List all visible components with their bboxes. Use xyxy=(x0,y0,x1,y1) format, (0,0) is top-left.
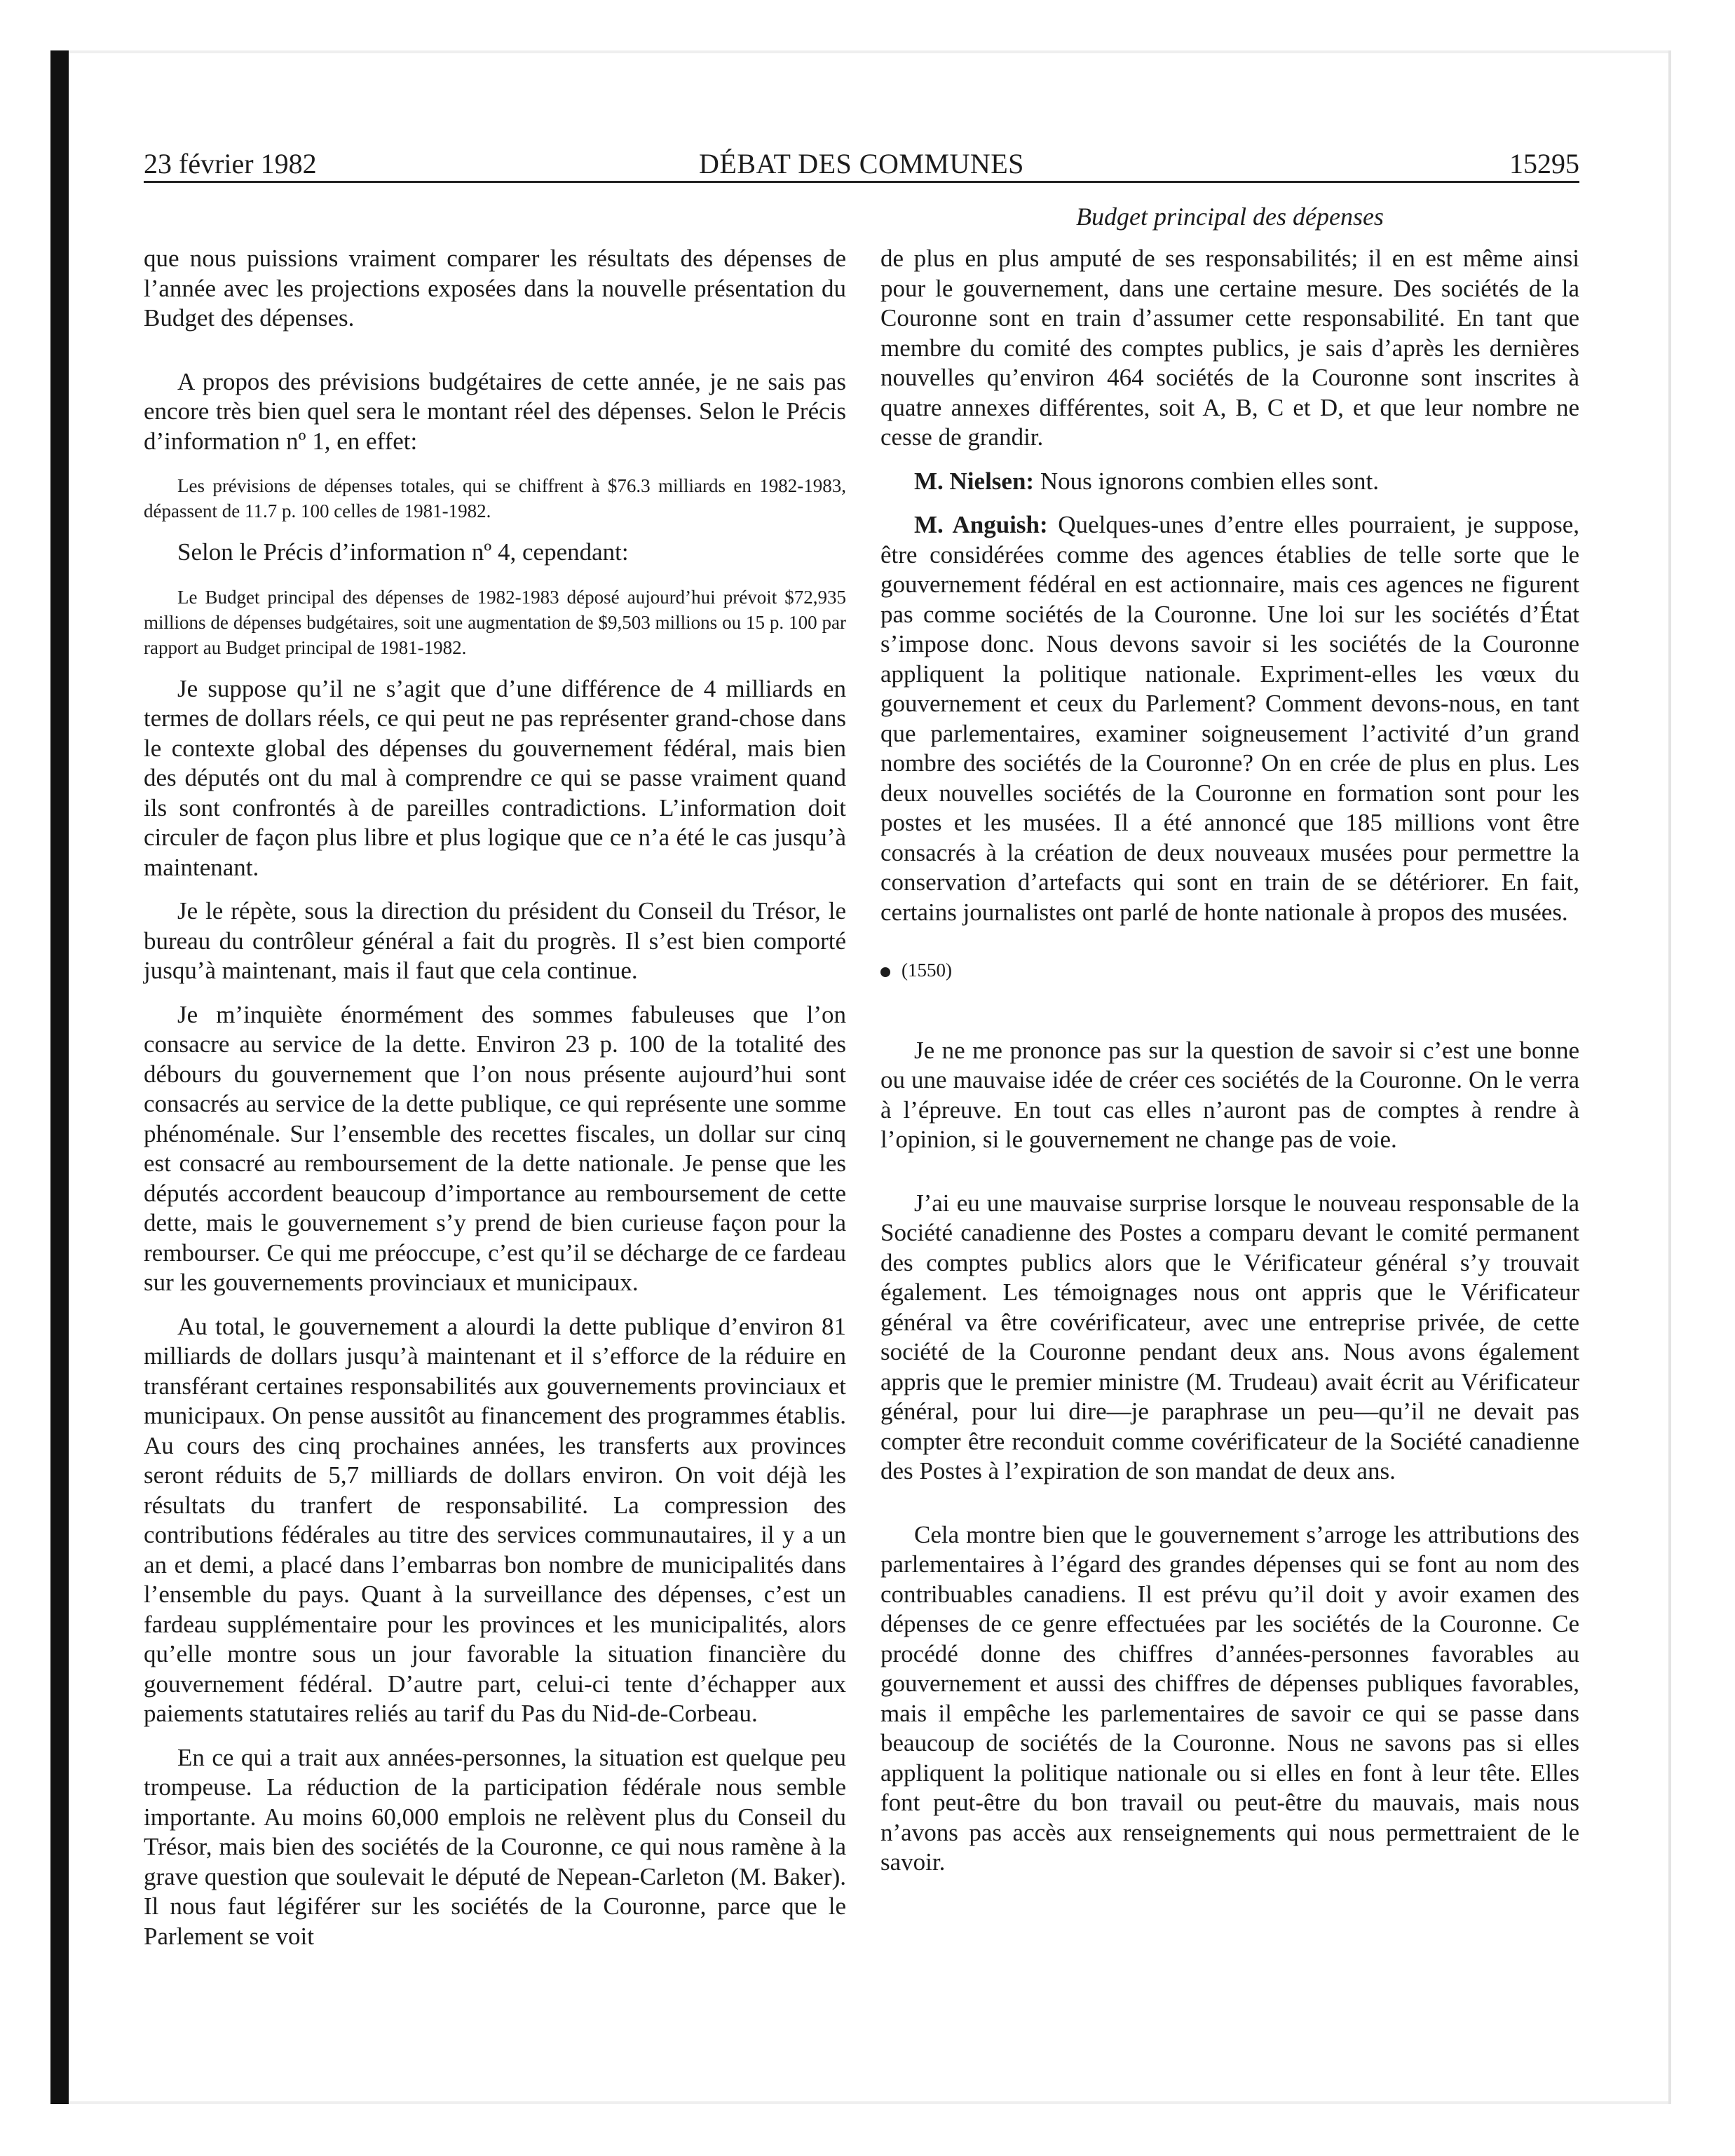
paragraph: En ce qui a trait aux années-personnes, la situation est quelque peu trompeuse. La réduction de la participation fédérale nous semble importante. Au moins 60,000 emplois ne relèvent plus du Conseil du Trésor, mais bien des sociétés de la Couronne, ce qui nous ramène à la grave question que soulevait le député de Nepean-Carleton (M. Baker). Il nous faut légiférer sur les sociétés de la Couronne, parce que le Parlement se voit xyxy=(144,1743,846,1950)
paragraph: J’ai eu une mauvaise surprise lorsque le nouveau responsable de la Société canadienne des Postes a comparu devant le comité permanent des comptes publics alors que le Vérificateur général s’y trouvait également. Les témoignages nous ont appris que le Vérificateur général va être covérificateur, avec une entreprise privée, de cette société de la Couronne pendant deux ans. Nous avons également appris que le premier ministre (M. Trudeau) avait écrit au Vérificateur général, pour lui dire—je paraphrase un peu—qu’il ne devait pas compter être reconduit comme covérificateur de la Société canadienne des Postes à l’expiration de son mandat de deux ans. xyxy=(880,1189,1579,1485)
timestamp-text: (1550) xyxy=(901,960,952,981)
paragraph: de plus en plus amputé de ses responsabilités; il en est même ainsi pour le gouvernement, dans une certaine mesure. Des sociétés de la Couronne sont en train d’assumer cette responsabilité. En tant que membre du comité des comptes publics, je sais d’après les dernières nouvelles qu’environ 464 sociétés de la Couronne sont inscrites à quatre annexes différentes, soit A, B, C et D, et que leur nombre ne cesse de grandir. xyxy=(880,245,1579,451)
paragraph: Je suppose qu’il ne s’agit que d’une différence de 4 milliards en termes de dollars réels, ce qui peut ne pas représenter grand-chose dans le contexte global des dépenses du gouvernement fédéral, mais bien des députés ont du mal à comprendre ce qui se passe vraiment quand ils sont confrontés à de pareilles contradictions. L’information doit circuler de façon plus libre et plus logique que ce n’a été le cas jusqu’à maintenant. xyxy=(144,674,846,881)
speaker-name: M. Anguish: xyxy=(914,511,1048,538)
running-head: Budget principal des dépenses xyxy=(1076,203,1384,231)
paragraph: Je ne me prononce pas sur la question de savoir si c’est une bonne ou une mauvaise idée de créer ces sociétés de la Couronne. On le verra à l’épreuve. En tout cas elles n’auront pas de comptes à rendre à l’opinion, si le gouvernement ne change pas de voie. xyxy=(880,1036,1579,1153)
paragraph: Au total, le gouvernement a alourdi la dette publique d’environ 81 milliards de dollars jusqu’à maintenant et il s’efforce de la réduire en transférant certaines responsabilités aux gouvernements provinciaux et municipaux. On pense aussitôt au financement des programmes établis. Au cours des cinq prochaines années, les transferts aux provinces seront réduits de 5,7 milliards de dollars environ. On voit déjà les résultats du tranfert de responsabilité. La compression des contributions fédérales au titre des services communautaires, il y a un an et demi, a placé dans l’embarras bon nombre de municipalités dans l’ensemble du pays. Quant à la surveillance des dépenses, c’est un fardeau supplémentaire pour les provinces et les municipalités, alors qu’elle montre sous un jour favorable la situation financière du gouvernement fédéral. D’autre part, celui-ci tente d’échapper aux paiements statutaires reliés au tarif du Pas du Nid-de-Corbeau. xyxy=(144,1312,846,1727)
header-rule xyxy=(144,181,1579,183)
header-page-number: 15295 xyxy=(1509,148,1579,179)
scan-binding-edge xyxy=(50,50,69,2104)
right-column xyxy=(880,244,1579,1878)
timestamp-marker xyxy=(880,955,1579,985)
paragraph: Je le répète, sous la direction du président du Conseil du Trésor, le bureau du contrôleur général a fait du progrès. Il s’est bien comporté jusqu’à maintenant, mais il faut que cela continue. xyxy=(144,897,846,984)
scan-border-top xyxy=(50,50,1671,53)
paragraph: Selon le Précis d’information nº 4, cependant: xyxy=(177,538,629,566)
speech-nielsen xyxy=(880,467,1579,497)
block-quote: Le Budget principal des dépenses de 1982-1983 déposé aujourd’hui prévoit $72,935 millions de dépenses budgétaires, soit une augmentation de $9,503 millions ou 15 p. 100 par rapport au Budget principal de 1981-1982. xyxy=(144,586,846,658)
page-header xyxy=(144,147,1579,182)
speech-anguish xyxy=(880,510,1579,927)
paragraph: A propos des prévisions budgétaires de cette année, je ne sais pas encore très bien quel sera le montant réel des dépenses. Selon le Précis d’information nº 1, en effet: xyxy=(144,367,846,455)
block-quote: Les prévisions de dépenses totales, qui se chiffrent à $76.3 milliards en 1982-1983, dépassent de 11.7 p. 100 celles de 1981-1982. xyxy=(144,475,846,521)
left-column xyxy=(144,244,846,1951)
header-publication-title: DÉBAT DES COMMUNES xyxy=(699,148,1024,179)
speech-text: Nous ignorons combien elles sont. xyxy=(1034,467,1379,495)
header-date: 23 février 1982 xyxy=(144,148,317,179)
paragraph: Je m’inquiète énormément des sommes fabuleuses que l’on consacre au service de la dette. Environ 23 p. 100 de la totalité des débours du gouvernement que l’on nous présente aujourd’hui sont consacrés au service de la dette publique, ce qui représente une somme phénoménale. Sur l’ensemble des recettes fiscales, un dollar sur cinq est consacré au remboursement de la dette nationale. Je pense que les députés accordent beaucoup d’importance au remboursement de cette dette, mais le gouvernement s’y prend de bien curieuse façon pour la rembourser. Ce qui me préoccupe, c’est qu’il se décharge de ce fardeau sur les gouvernements provinciaux et municipaux. xyxy=(144,1000,846,1296)
bullet-icon xyxy=(880,967,890,977)
speaker-name: M. Nielsen: xyxy=(914,467,1035,495)
paragraph: que nous puissions vraiment comparer les résultats des dépenses de l’année avec les projections exposées dans la nouvelle présentation du Budget des dépenses. xyxy=(144,245,846,332)
scan-border-right xyxy=(1668,50,1671,2104)
scan-border-bottom xyxy=(50,2101,1671,2104)
paragraph: Cela montre bien que le gouvernement s’arroge les attributions des parlementaires à l’égard des grandes dépenses qui se font au nom des contribuables canadiens. Il est prévu qu’il doit y avoir examen des dépenses de ce genre effectuées par les sociétés de la Couronne. Ce procédé donne des chiffres d’années-personnes favorables au gouvernement et aussi des chiffres de dépenses publiques favorables, mais il empêche les parlementaires de savoir ce qui se passe dans beaucoup de sociétés de la Couronne. Nous ne savons pas si elles appliquent la politique nationale ou si elles en font à leur tête. Elles font peut-être du bon travail ou peut-être du mauvais, mais nous n’avons pas accès aux renseignements qui nous permettraient de le savoir. xyxy=(880,1520,1579,1876)
speech-text: Quelques-unes d’entre elles pourraient, je suppose, être considérées comme des agences établies de telle sorte que le gouvernement fédéral en est actionnaire, mais ces agences ne figurent pas comme sociétés de la Couronne. Une loi sur les sociétés d’État s’impose donc. Nous devons savoir si les sociétés de la Couronne appliquent la politique nationale. Expriment-elles les vœux du gouvernement et ceux du Parlement? Comment devons-nous, en tant que parlementaires, examiner soigneusement l’activité d’un grand nombre des sociétés de la Couronne? On en crée de plus en plus. Les deux nouvelles sociétés de la Couronne en formation sont pour les postes et les musées. Il a été annoncé que 185 millions vont être consacrés à la création de deux nouveaux musées pour permettre la conservation d’artefacts qui sont en train de se détériorer. En fait, certains journalistes ont parlé de honte nationale à propos des musées. xyxy=(880,511,1579,926)
